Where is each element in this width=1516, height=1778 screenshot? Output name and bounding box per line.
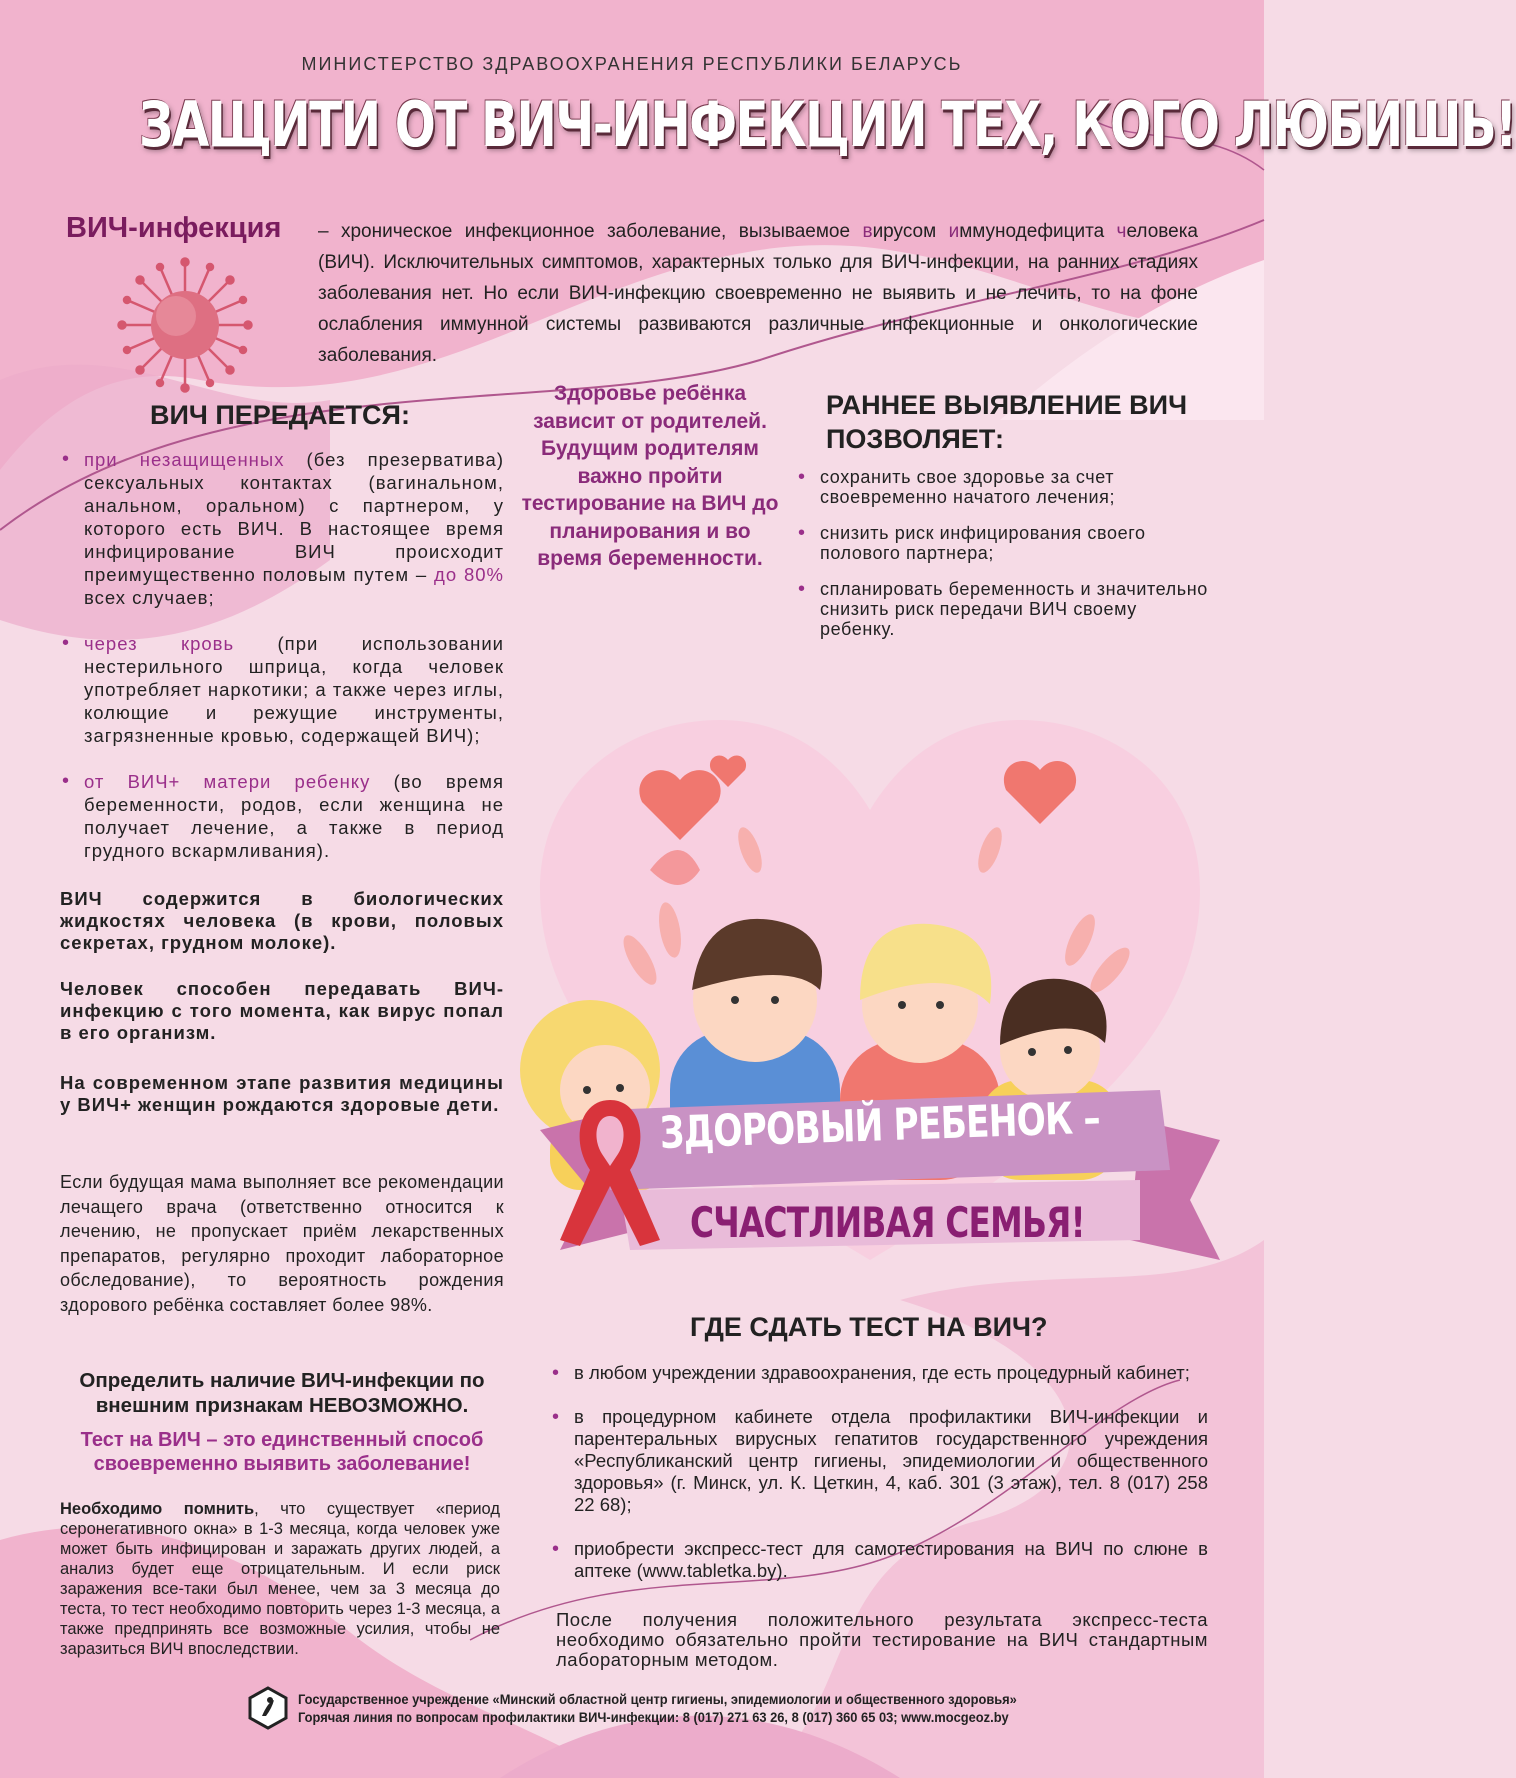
hiv-term: ВИЧ-инфекция xyxy=(66,212,282,244)
list-item: • при незащищенных (без презерватива) сексуальных контактах (вагинальном, анальном, оральном) с партнером, у которого есть ВИЧ. В настоящее время инфицирование ВИЧ происходит преимущественно половым путем – до 80% всех случаев; xyxy=(60,448,504,609)
banner-line-1: ЗДОРОВЫЙ РЕБЕНОК – xyxy=(659,1092,1101,1159)
early-detection-title: РАННЕЕ ВЫЯВЛЕНИЕ ВИЧ ПОЗВОЛЯЕТ: xyxy=(826,390,1188,454)
where-test-title: ГДЕ СДАТЬ ТЕСТ НА ВИЧ? xyxy=(690,1312,1048,1342)
list-item: • от ВИЧ+ матери ребенку (во время беременности, родов, если женщина не получает лечение, а также в период грудного вскармливания). xyxy=(60,770,504,862)
remember-note: Необходимо помнить, что существует «период серонегативного окна» в 1-3 месяца, когда человек уже может быть инфицирован и заражать других людей, а анализ будет еще отрицательным. И если риск заражения все-таки был менее, чем за 3 месяца до теста, то тест необходимо повторить через 1-3 месяца, а также предпринять все возможные усилия, чтобы не заразиться ВИЧ впоследствии. xyxy=(60,1500,500,1658)
list-item: • в процедурном кабинете отдела профилактики ВИЧ-инфекции и парентеральных вирусных гепатитов государственного учреждения «Республиканский центр гигиены, эпидемиологии и общественного здоровья» (г. Минск, ул. К. Цеткин, 4, каб. 301 (3 этаж), тел. 8 (017) 258 22 68); xyxy=(550,1406,1208,1516)
where-test-list xyxy=(550,1362,1208,1604)
fact-biological-fluids: ВИЧ содержится в биологических жидкостях человека (в крови, половых секретах, грудном молоке). xyxy=(60,888,504,953)
list-item: • в любом учреждении здравоохранения, где есть процедурный кабинет; xyxy=(550,1362,1208,1384)
ministry-header: МИНИСТЕРСТВО ЗДРАВООХРАНЕНИЯ РЕСПУБЛИКИ БЕЛАРУСЬ xyxy=(301,54,963,74)
parents-message: Здоровье ребёнка зависит от родителей. Будущим родителям важно пройти тестирование на ВИЧ до планирования и во время беременности. xyxy=(521,382,779,570)
fact-transmission-moment: Человек способен передавать ВИЧ-инфекцию с того момента, как вирус попал в его организм. xyxy=(60,978,504,1043)
cannot-determine-note: Определить наличие ВИЧ-инфекции по внешним признакам НЕВОЗМОЖНО. xyxy=(79,1369,485,1417)
early-detection-list xyxy=(796,467,1212,655)
list-item: • приобрести экспресс-тест для самотестирования на ВИЧ по слюне в аптеке (www.tabletka.by). xyxy=(550,1538,1208,1582)
list-item: • через кровь (при использовании нестерильного шприца, когда человек употребляет наркотики; а также через иглы, колющие и режущие инструменты, загрязненные кровью, содержащей ВИЧ); xyxy=(60,632,504,747)
fact-probability: Если будущая мама выполняет все рекомендации лечащего врача (ответственно относится к лечению, не пропускает приём лекарственных препаратов, регулярно проходит лабораторное обследование), то вероятность рождения здорового ребёнка составляет более 98%. xyxy=(60,1172,504,1315)
footer-org: Государственное учреждение «Минский областной центр гигиены, эпидемиологии и общественного здоровья» xyxy=(298,1691,1017,1707)
center-logo-icon xyxy=(248,1686,288,1730)
test-only-way-note: Тест на ВИЧ – это единственный способ своевременно выявить заболевание! xyxy=(80,1429,484,1475)
list-item: • сохранить свое здоровье за счет своевременно начатого лечения; xyxy=(796,467,1212,507)
footer-hotline: Горячая линия по вопросам профилактики ВИЧ-инфекции: 8 (017) 271 63 26, 8 (017) 360 65 03; www.mocgeoz.by xyxy=(298,1709,1009,1725)
fact-healthy-children: На современном этапе развития медицины у ВИЧ+ женщин рождаются здоровые дети. xyxy=(60,1072,504,1115)
after-express-test-note: После получения положительного результата экспресс-теста необходимо обязательно пройти тестирование на ВИЧ стандартным лабораторным методом. xyxy=(556,1609,1208,1670)
list-item: • снизить риск инфицирования своего полового партнера; xyxy=(796,523,1212,563)
list-item: • спланировать беременность и значительно снизить риск передачи ВИЧ своему ребенку. xyxy=(796,579,1212,639)
poster-title: ЗАЩИТИ ОТ ВИЧ-ИНФЕКЦИИ ТЕХ, КОГО ЛЮБИШЬ! xyxy=(139,88,1516,161)
transmission-list xyxy=(60,448,504,885)
intro-paragraph: – хроническое инфекционное заболевание, вызываемое вирусом иммунодефицита человека (ВИЧ). Исключительных симптомов, характерных только для ВИЧ-инфекции, на ранних стадиях заболевания нет. Но если ВИЧ-инфекцию своевременно не выявить и не лечить, то на фоне ослабления иммунной системы развиваются различные инфекционные и онкологические заболевания. xyxy=(318,221,1198,366)
banner-line-2: СЧАСТЛИВАЯ СЕМЬЯ! xyxy=(690,1198,1085,1247)
virus-icon xyxy=(118,258,252,392)
footer xyxy=(298,1690,1017,1726)
transmission-title: ВИЧ ПЕРЕДАЕТСЯ: xyxy=(150,400,410,430)
